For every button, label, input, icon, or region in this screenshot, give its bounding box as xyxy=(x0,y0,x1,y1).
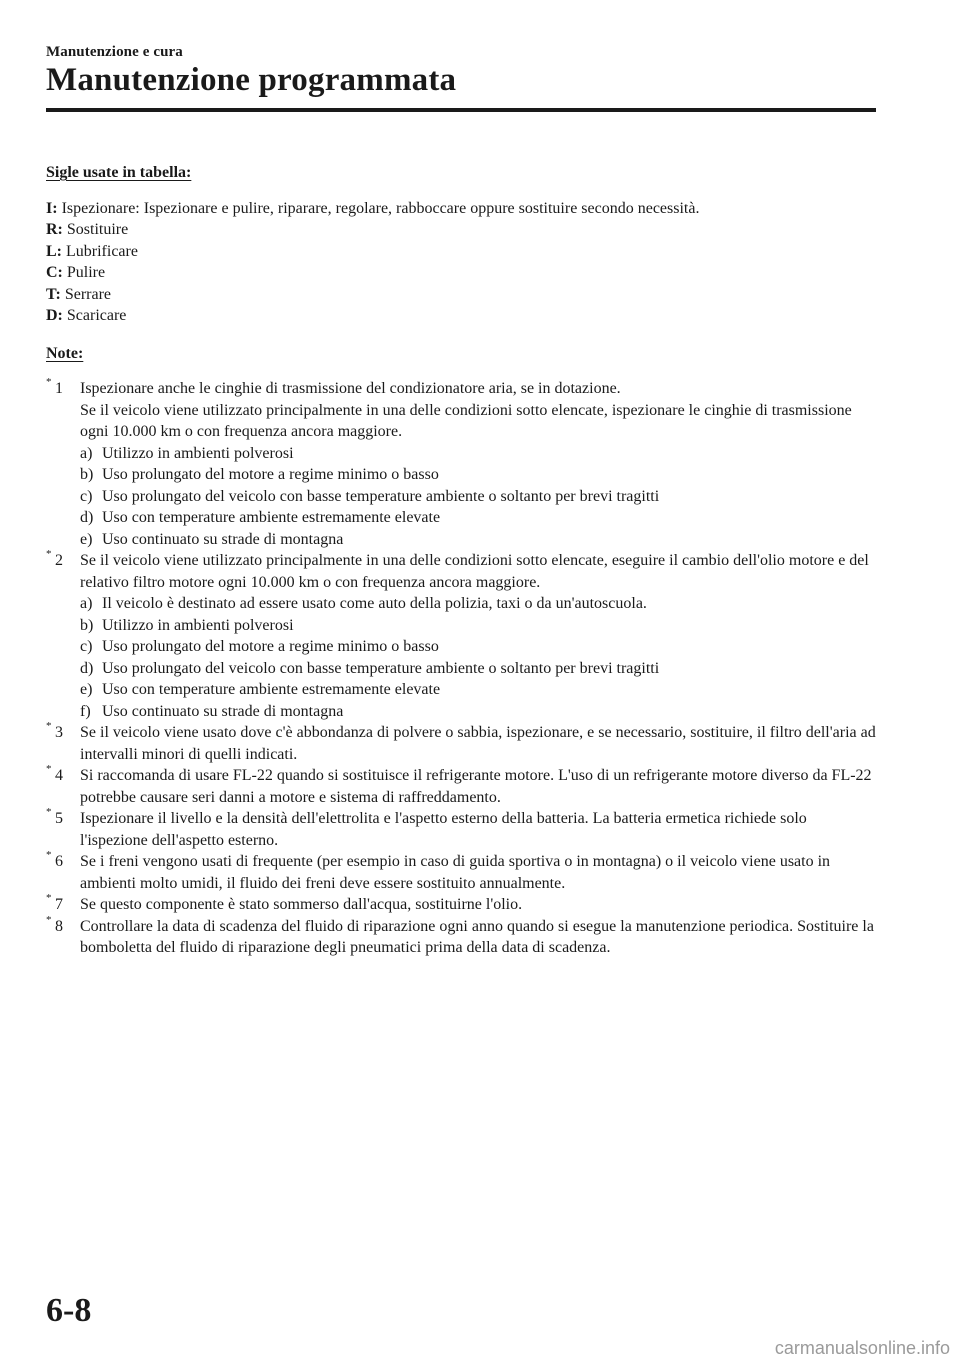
note-subitem-label: c) xyxy=(80,638,93,655)
note-number xyxy=(46,550,80,722)
note-body xyxy=(80,916,876,959)
note-item xyxy=(46,808,876,851)
title-divider xyxy=(46,108,876,112)
legend-item xyxy=(46,262,876,284)
legend-heading: Sigle usate in tabella: xyxy=(46,164,192,181)
legend-item xyxy=(46,198,876,220)
asterisk-icon: * xyxy=(46,892,52,904)
asterisk-icon: * xyxy=(46,548,52,560)
note-subitem-text: Uso prolungato del motore a regime minimo o basso xyxy=(102,466,439,483)
asterisk-icon: * xyxy=(46,720,52,732)
note-body xyxy=(80,851,876,894)
legend-code: R: xyxy=(46,221,63,238)
watermark: carmanualsonline.info xyxy=(774,1338,950,1358)
note-number-text: 5 xyxy=(55,810,63,827)
note-subitem-text: Uso prolungato del veicolo con basse temperature ambiente o soltanto per brevi tragitti xyxy=(102,487,660,505)
note-number-text: 3 xyxy=(55,724,63,741)
page-number: 6-8 xyxy=(46,1292,92,1329)
legend-item xyxy=(46,305,876,327)
note-subitem xyxy=(80,529,876,551)
note-text: Se i freni vengono usati di frequente (per esempio in caso di guida sportiva o in montagna) o il veicolo viene usato in ambienti molto umidi, il fluido dei freni deve essere sostituito annualmente. xyxy=(80,853,831,892)
note-subitem-label: b) xyxy=(80,466,94,483)
note-number xyxy=(46,913,80,959)
note-body xyxy=(80,894,876,916)
note-subitem-text: Utilizzo in ambienti polverosi xyxy=(102,444,294,462)
note-subitem-label: a) xyxy=(80,595,93,612)
legend-code: L: xyxy=(46,242,62,260)
page-title: Manutenzione programmata xyxy=(46,62,457,98)
note-item xyxy=(46,894,876,916)
note-subitem xyxy=(80,593,876,615)
note-subitem xyxy=(80,679,876,701)
note-text: Se il veicolo viene usato dove c'è abbondanza di polvere o sabbia, ispezionare, e se necessario, sostituire, il filtro dell'aria ad intervalli minori di quelli indicati. xyxy=(80,724,876,763)
asterisk-icon: * xyxy=(46,763,52,775)
legend-code: I: xyxy=(46,199,58,217)
legend-item xyxy=(46,284,876,306)
asterisk-icon: * xyxy=(46,913,52,926)
note-subitem-text: Utilizzo in ambienti polverosi xyxy=(102,616,294,634)
note-subitem xyxy=(80,486,876,508)
note-number xyxy=(46,378,80,550)
notes-heading: Note: xyxy=(46,344,84,362)
legend-item xyxy=(46,241,876,263)
legend-code: T: xyxy=(46,285,61,303)
note-body xyxy=(80,765,876,808)
note-subitem-label: c) xyxy=(80,487,93,505)
legend-text: Pulire xyxy=(66,264,106,281)
note-body xyxy=(80,378,876,550)
note-subitem xyxy=(80,636,876,658)
note-body xyxy=(80,722,876,765)
asterisk-icon: * xyxy=(46,376,52,388)
note-number-text: 2 xyxy=(55,552,63,569)
note-item xyxy=(46,378,876,550)
asterisk-icon: * xyxy=(46,806,52,818)
note-text: Ispezionare il livello e la densità dell'elettrolita e l'aspetto esterno della batteria. La batteria ermetica richiede solo l'ispezione dell'aspetto esterno. xyxy=(80,810,807,849)
note-subitem-label: b) xyxy=(80,616,94,634)
note-number-text: 1 xyxy=(55,380,63,397)
note-subitem-label: e) xyxy=(80,681,93,698)
note-text: Si raccomanda di usare FL-22 quando si sostituisce il refrigerante motore. L'uso di un refrigerante motore diverso da FL-22 potrebbe causare seri danni a motore e sistema di raffreddamento. xyxy=(80,767,872,806)
note-number-text: 6 xyxy=(55,853,63,870)
note-item xyxy=(46,550,876,722)
note-subitem-text: Uso continuato su strade di montagna xyxy=(102,702,344,720)
note-subitem xyxy=(80,464,876,486)
note-subitem-text: Uso prolungato del motore a regime minimo o basso xyxy=(102,638,439,655)
note-subitem-text: Uso con temperature ambiente estremamente elevate xyxy=(102,681,441,698)
note-text: Ispezionare anche le cinghie di trasmissione del condizionatore aria, se in dotazione. xyxy=(80,380,621,397)
asterisk-icon: * xyxy=(46,849,52,861)
note-item xyxy=(46,722,876,765)
note-number-text: 8 xyxy=(55,917,63,935)
note-body xyxy=(80,808,876,851)
notes-list xyxy=(46,378,876,959)
note-subitem-text: Uso prolungato del veicolo con basse temperature ambiente o soltanto per brevi tragitti xyxy=(102,659,660,677)
note-item xyxy=(46,765,876,808)
note-subitem-label: e) xyxy=(80,530,93,548)
note-text: Controllare la data di scadenza del fluido di riparazione ogni anno quando si esegue la manutenzione periodica. Sostituire la bomboletta del fluido di riparazione degli pneumatici prima della data di scadenza. xyxy=(80,917,874,956)
note-item xyxy=(46,851,876,894)
legend-code: D: xyxy=(46,307,63,324)
note-subitem-label: a) xyxy=(80,444,93,462)
note-subitem xyxy=(80,507,876,529)
legend-text: Lubrificare xyxy=(66,242,138,260)
legend-item xyxy=(46,219,876,241)
note-number-text: 4 xyxy=(55,767,63,784)
note-body xyxy=(80,550,876,722)
page-content xyxy=(46,162,876,959)
note-subitem xyxy=(80,615,876,637)
note-subitem-label: d) xyxy=(80,659,94,677)
note-text: Se il veicolo viene utilizzato principalmente in una delle condizioni sotto elencate, ispezionare le cinghie di trasmissione ogni 10.000 km o con frequenza ancora maggiore. xyxy=(80,401,852,440)
note-subitem-text: Uso con temperature ambiente estremamente elevate xyxy=(102,509,441,526)
legend-text: Ispezionare: Ispezionare e pulire, riparare, regolare, rabboccare oppure sostituire secondo necessità. xyxy=(61,199,700,217)
note-number-text: 7 xyxy=(55,896,63,913)
note-item xyxy=(46,913,876,959)
note-subitem-label: f) xyxy=(80,702,91,720)
note-subitem-label: d) xyxy=(80,509,94,526)
note-text: Se il veicolo viene utilizzato principalmente in una delle condizioni sotto elencate, eseguire il cambio dell'olio motore e del relativo filtro motore ogni 10.000 km o con frequenza ancora maggiore. xyxy=(80,552,869,591)
legend-text: Scaricare xyxy=(66,307,127,324)
note-subitem xyxy=(80,701,876,723)
section-label: Manutenzione e cura xyxy=(46,44,183,60)
note-subitem-text: Il veicolo è destinato ad essere usato come auto della polizia, taxi o da un'autoscuola. xyxy=(102,595,647,612)
note-subitem xyxy=(80,443,876,465)
legend-text: Serrare xyxy=(64,285,111,303)
legend-list xyxy=(46,198,876,327)
note-text: Se questo componente è stato sommerso dall'acqua, sostituirne l'olio. xyxy=(80,896,523,913)
note-subitem-text: Uso continuato su strade di montagna xyxy=(102,530,344,548)
legend-text: Sostituire xyxy=(66,221,129,238)
note-subitem xyxy=(80,658,876,680)
legend-code: C: xyxy=(46,264,63,281)
